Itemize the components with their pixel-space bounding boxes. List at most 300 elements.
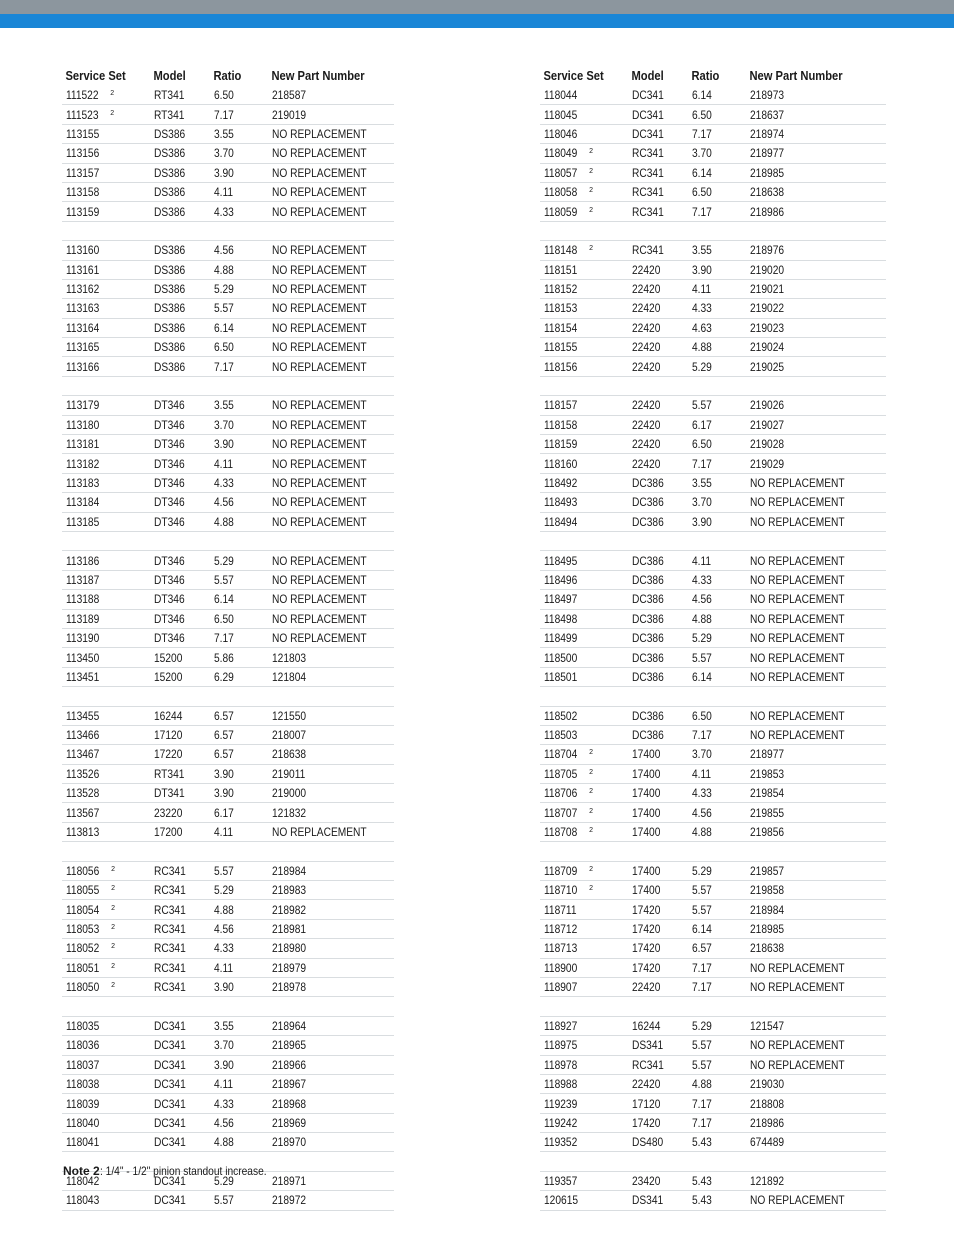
new-part-number-cell <box>746 706 886 725</box>
model-cell <box>150 435 210 454</box>
service-set-cell <box>540 454 628 473</box>
new-part-number-value: 218977 <box>750 747 785 762</box>
table-row <box>62 1133 394 1152</box>
model-value: RT341 <box>154 766 185 781</box>
service-set-value: 113450 <box>66 650 100 665</box>
new-part-number-cell <box>268 764 394 783</box>
model-value: DT346 <box>154 456 185 471</box>
table-header-row <box>62 64 394 86</box>
group-spacer <box>62 531 394 550</box>
new-part-number-value: 218637 <box>750 107 785 122</box>
footnote-marker: 2 <box>589 167 594 175</box>
service-set-cell <box>62 1113 150 1132</box>
ratio-cell <box>210 725 268 744</box>
new-part-number-cell <box>746 1113 886 1132</box>
model-cell <box>628 202 688 221</box>
ratio-value: 5.29 <box>692 359 712 374</box>
model-cell <box>150 454 210 473</box>
model-value: 22420 <box>632 456 661 471</box>
new-part-number-value: 218985 <box>750 921 785 936</box>
service-set-cell <box>62 861 150 880</box>
spacer-cell <box>62 531 394 550</box>
model-cell <box>628 1133 688 1152</box>
table-row <box>540 958 886 977</box>
model-value: RC341 <box>632 185 664 200</box>
new-part-number-value: 219020 <box>750 262 785 277</box>
model-cell <box>150 977 210 996</box>
service-set-value: 118709 <box>544 863 578 878</box>
model-cell <box>150 919 210 938</box>
ratio-value: 3.90 <box>214 165 234 180</box>
new-part-number-value: 219027 <box>750 417 785 432</box>
ratio-cell <box>688 609 746 628</box>
ratio-cell <box>688 1113 746 1132</box>
new-part-number-cell <box>268 919 394 938</box>
new-part-number-value: 218980 <box>272 941 307 956</box>
footnote <box>63 1164 296 1178</box>
service-set-value: 118707 <box>544 805 578 820</box>
new-part-number-cell <box>268 260 394 279</box>
footnote-label: Note 2 <box>63 1164 100 1178</box>
ratio-cell <box>210 1074 268 1093</box>
model-cell <box>628 86 688 105</box>
ratio-value: 3.55 <box>214 398 234 413</box>
service-set-value: 118041 <box>66 1135 100 1150</box>
ratio-value: 4.56 <box>692 592 712 607</box>
ratio-cell <box>210 454 268 473</box>
service-set-cell <box>62 590 150 609</box>
new-part-number-value: 121892 <box>750 1174 785 1189</box>
model-cell <box>628 900 688 919</box>
model-cell <box>628 182 688 201</box>
model-value: 22420 <box>632 437 661 452</box>
ratio-value: 7.17 <box>692 1096 712 1111</box>
table-row <box>62 415 394 434</box>
new-part-number-value: 219022 <box>750 301 785 316</box>
service-set-cell <box>62 1094 150 1113</box>
table-row <box>540 163 886 182</box>
new-part-number-value: NO REPLACEMENT <box>272 185 367 200</box>
ratio-value: 6.17 <box>214 805 234 820</box>
ratio-value: 4.33 <box>214 476 234 490</box>
new-part-number-value: 219025 <box>750 359 785 374</box>
table-row <box>540 706 886 725</box>
service-set-value: 118056 <box>66 863 100 878</box>
service-set-cell <box>540 764 628 783</box>
model-cell <box>628 454 688 473</box>
ratio-value: 6.14 <box>692 921 712 936</box>
new-part-number-cell <box>268 1036 394 1055</box>
table-row <box>62 105 394 124</box>
ratio-cell <box>210 919 268 938</box>
new-part-number-value: 218967 <box>272 1077 307 1092</box>
service-set-value: 113567 <box>66 805 100 820</box>
ratio-cell <box>210 609 268 628</box>
service-set-value: 118501 <box>544 669 578 684</box>
new-part-number-cell <box>268 1094 394 1113</box>
new-part-number-cell <box>746 919 886 938</box>
model-value: DC386 <box>632 476 664 490</box>
footnote-marker: 2 <box>111 885 116 893</box>
group-spacer <box>540 221 886 240</box>
footnote-marker: 2 <box>589 885 594 893</box>
service-set-cell <box>540 706 628 725</box>
new-part-number-value: NO REPLACEMENT <box>272 126 367 141</box>
model-value: DC386 <box>632 728 664 743</box>
service-set-cell <box>540 493 628 512</box>
ratio-cell <box>210 396 268 415</box>
model-cell <box>628 415 688 434</box>
service-set-value: 113528 <box>66 786 100 801</box>
footnote-marker: 2 <box>110 90 115 98</box>
new-part-number-cell <box>746 958 886 977</box>
new-part-number-value: 121547 <box>750 1018 785 1033</box>
service-set-value: 113182 <box>66 456 100 471</box>
model-value: DC341 <box>154 1193 186 1208</box>
ratio-value: 4.56 <box>214 1115 234 1130</box>
table-row <box>540 977 886 996</box>
model-value: 17400 <box>632 805 661 820</box>
new-part-number-value: 219023 <box>750 320 785 335</box>
table-row <box>540 1133 886 1152</box>
new-part-number-cell <box>268 1133 394 1152</box>
new-part-number-value: 218977 <box>750 146 785 161</box>
ratio-cell <box>210 1055 268 1074</box>
model-cell <box>150 764 210 783</box>
ratio-value: 3.55 <box>692 243 712 258</box>
table-row <box>62 260 394 279</box>
ratio-cell <box>210 784 268 803</box>
new-part-number-cell <box>746 435 886 454</box>
ratio-cell <box>210 241 268 260</box>
ratio-cell <box>210 338 268 357</box>
table-row <box>62 977 394 996</box>
service-set-cell <box>540 822 628 841</box>
table-row <box>540 357 886 376</box>
model-cell <box>150 144 210 163</box>
spacer-cell <box>540 842 886 861</box>
new-part-number-cell <box>746 745 886 764</box>
model-cell <box>628 919 688 938</box>
ratio-cell <box>688 163 746 182</box>
ratio-value: 3.90 <box>214 437 234 452</box>
service-set-cell <box>62 745 150 764</box>
ratio-cell <box>210 764 268 783</box>
new-part-number-value: NO REPLACEMENT <box>272 825 367 840</box>
service-set-cell <box>540 1191 628 1210</box>
model-value: DT341 <box>154 786 185 801</box>
model-value: 17420 <box>632 941 661 956</box>
table-row <box>62 648 394 667</box>
new-part-number-value: 674489 <box>750 1135 785 1150</box>
new-part-number-cell <box>746 105 886 124</box>
ratio-value: 4.63 <box>692 320 712 335</box>
table-row <box>62 512 394 531</box>
new-part-number-cell <box>268 648 394 667</box>
model-value: DT346 <box>154 398 185 413</box>
new-part-number-value: 219856 <box>750 825 785 840</box>
new-part-number-cell <box>268 861 394 880</box>
ratio-value: 6.50 <box>692 107 712 122</box>
new-part-number-value: NO REPLACEMENT <box>750 1057 845 1072</box>
service-set-cell <box>540 1171 628 1190</box>
model-cell <box>150 1036 210 1055</box>
service-set-cell <box>540 338 628 357</box>
new-part-number-value: 218973 <box>750 88 785 103</box>
ratio-cell <box>210 881 268 900</box>
new-part-number-cell <box>268 493 394 512</box>
ratio-value: 3.70 <box>692 747 712 762</box>
service-set-value: 118907 <box>544 980 578 995</box>
service-set-cell <box>540 163 628 182</box>
ratio-cell <box>688 570 746 589</box>
new-part-number-cell <box>746 163 886 182</box>
new-part-number-value: 218981 <box>272 921 307 936</box>
ratio-cell <box>688 1016 746 1035</box>
model-value: DS386 <box>154 320 186 335</box>
new-part-number-cell <box>268 570 394 589</box>
footnote-marker: 2 <box>110 109 115 117</box>
model-value: 22420 <box>632 980 661 995</box>
model-value: DT346 <box>154 611 185 626</box>
model-cell <box>628 1113 688 1132</box>
ratio-value: 7.17 <box>214 359 234 374</box>
new-part-number-cell <box>268 144 394 163</box>
new-part-number-cell <box>268 1055 394 1074</box>
table-row <box>62 202 394 221</box>
service-set-value: 118496 <box>544 572 578 587</box>
new-part-number-value: 121550 <box>272 708 307 723</box>
table-row <box>62 784 394 803</box>
footnote-marker: 2 <box>111 943 116 951</box>
service-set-value: 113187 <box>66 572 100 587</box>
service-set-cell <box>540 609 628 628</box>
ratio-cell <box>210 473 268 492</box>
new-part-number-value: 219855 <box>750 805 785 820</box>
service-set-cell <box>540 803 628 822</box>
header-model: Model <box>153 67 186 83</box>
service-set-value: 118988 <box>544 1077 578 1092</box>
service-set-cell <box>540 784 628 803</box>
service-set-value: 113165 <box>66 340 100 355</box>
model-cell <box>150 570 210 589</box>
new-part-number-value: NO REPLACEMENT <box>272 146 367 161</box>
ratio-cell <box>210 648 268 667</box>
model-cell <box>628 279 688 298</box>
group-spacer <box>540 687 886 706</box>
table-row <box>62 822 394 841</box>
service-set-value: 118052 <box>66 941 100 956</box>
service-set-cell <box>62 1055 150 1074</box>
ratio-cell <box>210 551 268 570</box>
header-service-set: Service Set <box>65 67 126 83</box>
ratio-cell <box>210 182 268 201</box>
ratio-cell <box>210 105 268 124</box>
model-value: 16244 <box>154 708 183 723</box>
model-cell <box>628 648 688 667</box>
new-part-number-cell <box>268 163 394 182</box>
footnote-text: : 1/4" - 1/2" pinion standout increase. <box>99 1164 267 1178</box>
service-set-value: 113183 <box>66 476 100 490</box>
model-value: 17420 <box>632 1115 661 1130</box>
model-value: DT346 <box>154 495 185 510</box>
ratio-value: 3.90 <box>692 514 712 529</box>
model-cell <box>628 493 688 512</box>
model-value: DC386 <box>632 572 664 587</box>
service-set-cell <box>540 260 628 279</box>
table-row <box>540 745 886 764</box>
spacer-cell <box>540 376 886 395</box>
service-set-cell <box>62 609 150 628</box>
ratio-value: 5.29 <box>214 883 234 898</box>
service-set-value: 118148 <box>544 243 578 258</box>
table-row <box>62 745 394 764</box>
ratio-cell <box>688 144 746 163</box>
ratio-value: 4.33 <box>692 572 712 587</box>
model-value: 22420 <box>632 320 661 335</box>
model-value: 15200 <box>154 669 183 684</box>
service-set-cell <box>62 338 150 357</box>
footnote-marker: 2 <box>111 904 116 912</box>
service-set-cell <box>62 454 150 473</box>
model-cell <box>150 648 210 667</box>
service-set-value: 118705 <box>544 766 578 781</box>
ratio-cell <box>210 1113 268 1132</box>
table-row <box>62 1094 394 1113</box>
table-row <box>62 182 394 201</box>
ratio-value: 3.90 <box>214 766 234 781</box>
new-part-number-value: 218007 <box>272 728 307 743</box>
service-set-value: 113451 <box>66 669 100 684</box>
ratio-value: 4.11 <box>214 456 234 471</box>
model-cell <box>628 1055 688 1074</box>
model-value: 22420 <box>632 1077 661 1092</box>
new-part-number-value: 218638 <box>750 941 785 956</box>
footnote-marker: 2 <box>589 148 594 156</box>
new-part-number-value: 218976 <box>750 243 785 258</box>
table-row <box>540 299 886 318</box>
header-model: Model <box>631 67 664 83</box>
service-set-cell <box>540 725 628 744</box>
service-set-cell <box>62 570 150 589</box>
model-value: RC341 <box>632 146 664 161</box>
new-part-number-cell <box>268 182 394 201</box>
table-row <box>540 1055 886 1074</box>
ratio-cell <box>210 1016 268 1035</box>
footnote-marker: 2 <box>589 749 594 757</box>
service-set-cell <box>540 590 628 609</box>
model-value: DT346 <box>154 631 185 646</box>
new-part-number-value: NO REPLACEMENT <box>272 553 367 568</box>
new-part-number-value: 218971 <box>272 1174 307 1189</box>
table-row <box>540 803 886 822</box>
model-value: 22420 <box>632 359 661 374</box>
ratio-value: 5.86 <box>214 650 234 665</box>
ratio-cell <box>688 1055 746 1074</box>
model-value: DC386 <box>632 553 664 568</box>
model-cell <box>628 1191 688 1210</box>
model-value: DC341 <box>154 1077 186 1092</box>
footnote-marker: 2 <box>589 206 594 214</box>
service-set-value: 118152 <box>544 282 578 297</box>
new-part-number-cell <box>268 667 394 686</box>
ratio-cell <box>688 299 746 318</box>
group-spacer <box>62 842 394 861</box>
new-part-number-cell <box>268 784 394 803</box>
ratio-cell <box>210 1036 268 1055</box>
service-set-cell <box>62 86 150 105</box>
table-row <box>62 279 394 298</box>
new-part-number-value: 218638 <box>750 185 785 200</box>
footnote-marker: 2 <box>111 865 116 873</box>
model-cell <box>628 318 688 337</box>
table-row <box>540 1036 886 1055</box>
ratio-cell <box>210 435 268 454</box>
service-set-value: 113188 <box>66 592 100 607</box>
model-value: 17400 <box>632 766 661 781</box>
model-value: DC341 <box>154 1018 186 1033</box>
model-cell <box>150 958 210 977</box>
table-row <box>62 551 394 570</box>
ratio-value: 4.33 <box>692 786 712 801</box>
service-set-cell <box>62 105 150 124</box>
model-cell <box>150 706 210 725</box>
model-cell <box>150 338 210 357</box>
service-set-cell <box>540 628 628 647</box>
ratio-value: 5.57 <box>214 1193 234 1208</box>
service-set-value: 118151 <box>544 262 578 277</box>
new-part-number-cell <box>268 628 394 647</box>
model-value: RC341 <box>154 902 186 917</box>
new-part-number-value: 218985 <box>750 165 785 180</box>
new-part-number-cell <box>268 415 394 434</box>
ratio-value: 4.11 <box>214 1077 234 1092</box>
table-row <box>62 299 394 318</box>
model-cell <box>150 105 210 124</box>
table-row <box>540 881 886 900</box>
service-set-cell <box>62 919 150 938</box>
model-value: DT346 <box>154 572 185 587</box>
table-row <box>540 144 886 163</box>
service-set-value: 118159 <box>544 437 578 452</box>
table-row <box>540 396 886 415</box>
ratio-value: 3.70 <box>692 495 712 510</box>
ratio-cell <box>688 803 746 822</box>
table-row <box>540 570 886 589</box>
service-set-cell <box>62 473 150 492</box>
model-value: DS341 <box>632 1193 664 1208</box>
model-value: DS341 <box>632 1038 664 1053</box>
model-cell <box>150 473 210 492</box>
model-cell <box>628 1171 688 1190</box>
new-part-number-value: NO REPLACEMENT <box>272 437 367 452</box>
table-row <box>62 881 394 900</box>
model-cell <box>628 338 688 357</box>
service-set-value: 118711 <box>544 902 577 917</box>
new-part-number-value: NO REPLACEMENT <box>272 320 367 335</box>
service-set-value: 113157 <box>66 165 100 180</box>
model-cell <box>628 667 688 686</box>
table-row <box>62 667 394 686</box>
new-part-number-cell <box>268 881 394 900</box>
model-cell <box>628 163 688 182</box>
model-cell <box>628 803 688 822</box>
ratio-cell <box>210 299 268 318</box>
model-value: DS386 <box>154 359 186 374</box>
ratio-cell <box>688 241 746 260</box>
model-value: DT346 <box>154 514 185 529</box>
ratio-cell <box>688 861 746 880</box>
